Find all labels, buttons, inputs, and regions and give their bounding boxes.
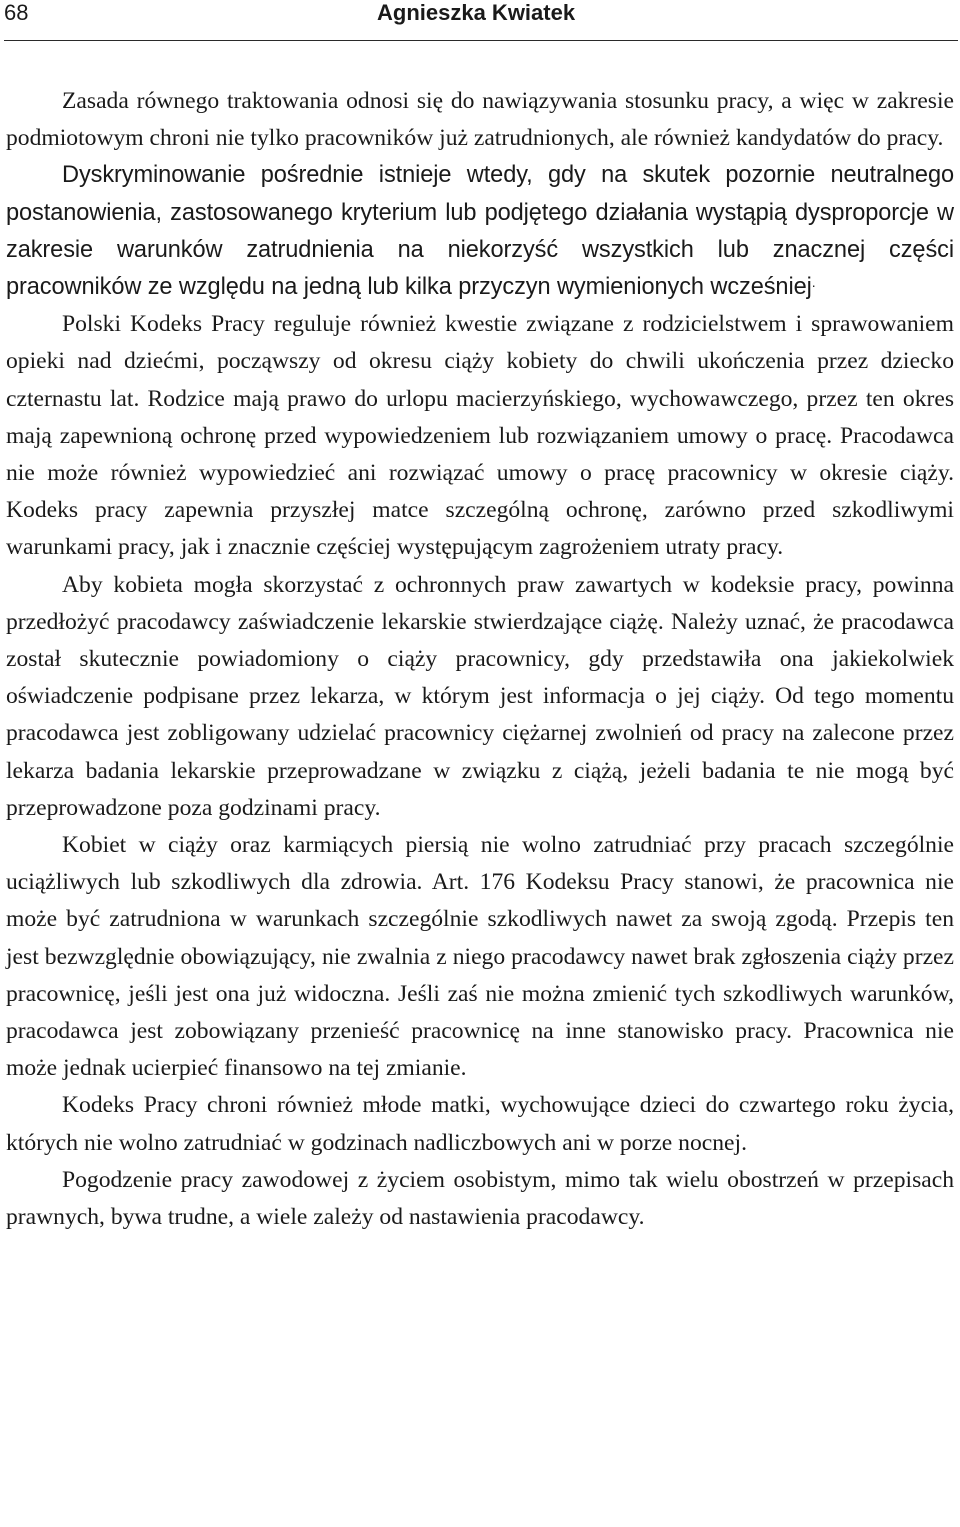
paragraph-parenthood: Polski Kodeks Pracy reguluje również kwestie związane z rodzicielstwem i sprawowaniem opieki nad dziećmi, począwszy od okresu ciąży kobiety do chwili ukończenia przez dziecko czternastu lat. Rodzice mają prawo do urlopu macierzyńskiego, wychowawczego, przez ten okres mają zapewnioną ochronę przed wypowiedzeniem lub rozwiązaniem umowy o pracę. Pracodawca nie może również wypowiedzieć ani rozwiązać umowy o pracę pracownicy w okresie ciąży. Kodeks pracy zapewnia przyszłej matce szczególną ochronę, zarówno przed szkodliwymi warunkami pracy, jak i znacznie częściej występującym zagrożeniem utraty pracy. [6, 311, 954, 561]
paragraph-pregnancy-certificate: Aby kobieta mogła skorzystać z ochronnych praw zawartych w kodeksie pracy, powinna przedłożyć pracodawcy zaświadczenie lekarskie stwierdzające ciążę. Należy uznać, że pracodawca został skutecznie powiadomiony o ciąży pracownicy, gdy przedstawiła ona jakiekolwiek oświadczenie podpisane przez lekarza, w którym jest informacja o jej ciąży. Od tego momentu pracodawca jest zobligowany udzielać pracownicy ciężarnej zwolnień od pracy na zalecone przez lekarza badania lekarskie przeprowadzane w związku z ciążą, jeżeli badania te nie mogą być przeprowadzone poza godzinami pracy. [6, 571, 954, 821]
page-number: 68 [4, 0, 29, 25]
body-text [6, 83, 954, 1236]
header-author: Agnieszka Kwiatek [377, 0, 576, 25]
paragraph-equal-treatment: Zasada równego traktowania odnosi się do nawiązywania stosunku pracy, a więc w zakresie podmiotowym chroni nie tylko pracowników już zatrudnionych, ale również kandydatów do pracy. [6, 88, 954, 152]
footnote-mark: . [811, 274, 816, 291]
paragraph-young-mothers: Kodeks Pracy chroni również młode matki, wychowujące dzieci do czwartego roku życia, których nie wolno zatrudniać w godzinach nadliczbowych ani w porze nocnej. [6, 1092, 954, 1156]
paragraph-hazardous-work: Kobiet w ciąży oraz karmiących piersią nie wolno zatrudniać przy pracach szczególnie uciążliwych lub szkodliwych dla zdrowia. Art. 176 Kodeksu Pracy stanowi, że pracownica nie może być zatrudniona w warunkach szczególnie szkodliwych nawet za swoją zgodą. Przepis ten jest bezwzględnie obowiązujący, nie zwalnia z niego pracodawcy nawet brak zgłoszenia ciąży przez pracownicę, jeśli jest ona już widoczna. Jeśli zaś nie można zmienić tych szkodliwych warunków, pracodawca jest zobowiązany przenieść pracownicę na inne stanowisko pracy. Pracownica nie może jednak ucierpieć finansowo na tej zmianie. [6, 832, 954, 1082]
paragraph-indirect-discrimination-text: Dyskryminowanie pośrednie istnieje wtedy, gdy na skutek pozornie neutralnego postanowienia, zastosowanego kryterium lub podjętego działania wystąpią dysproporcje w zakresie warunków zatrudnienia na niekorzyść wszystkich lub znacznej części pracowników ze względu na jedną lub kilka przyczyn wymienionych wcześniej [6, 162, 954, 301]
paragraph-indirect-discrimination [6, 157, 954, 306]
running-header [0, 0, 960, 42]
paragraph-work-life-balance: Pogodzenie pracy zawodowej z życiem osobistym, mimo tak wielu obostrzeń w przepisach prawnych, bywa trudne, a wiele zależy od nastawienia pracodawcy. [6, 1166, 954, 1231]
header-rule [4, 40, 958, 41]
